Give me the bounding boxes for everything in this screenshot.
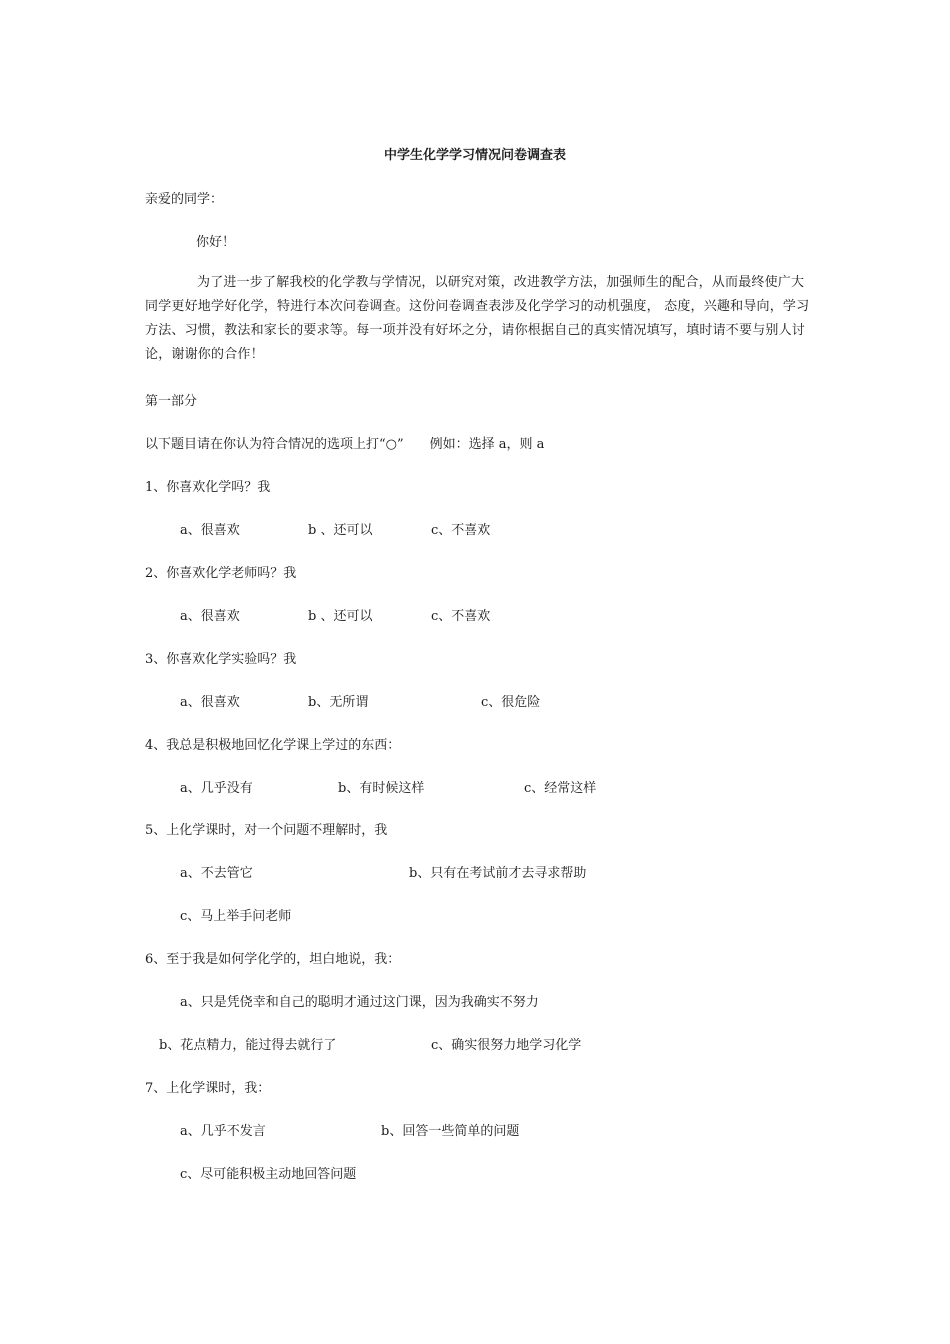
question-7-option-b: b、回答一些简单的问题	[381, 1124, 520, 1139]
question-3-option-c: c、很危险	[481, 695, 541, 710]
question-6-option-c: c、确实很努力地学习化学	[431, 1038, 582, 1053]
instruction-text: 以下题目请在你认为符合情况的选项上打“○” 例如：选择 a，则 a	[145, 437, 545, 452]
question-1-option-b: b 、还可以	[308, 523, 373, 538]
document-title: 中学生化学学习情况问卷调查表	[383, 148, 566, 163]
question-6-option-a: a、只是凭侥幸和自己的聪明才通过这门课，因为我确实不努力	[180, 995, 539, 1010]
question-2-option-c: c、不喜欢	[431, 609, 491, 624]
salutation: 亲爱的同学：	[145, 192, 224, 207]
question-6-option-b: b、花点精力，能过得去就行了	[159, 1038, 337, 1053]
question-5: 5、上化学课时，对一个问题不理解时，我	[145, 823, 388, 838]
question-5-option-b: b、只有在考试前才去寻求帮助	[409, 866, 587, 881]
question-3-option-a: a、很喜欢	[180, 695, 240, 710]
question-1-option-a: a、很喜欢	[180, 523, 240, 538]
question-4-option-b: b、有时候这样	[338, 781, 425, 796]
part-heading: 第一部分	[145, 394, 198, 409]
question-2-option-a: a、很喜欢	[180, 609, 240, 624]
question-4-option-a: a、几乎没有	[180, 781, 253, 796]
intro-paragraph: 为了进一步了解我校的化学教与学情况，以研究对策，改进教学方法，加强师生的配合，从而最终使广大同学更好地学好化学，特进行本次问卷调查。这份问卷调查表涉及化学学习的动机强度， 态度，兴趣和导向，学习方法、习惯，教法和家长的要求等。每一项并没有好坏之分，请你根据自己的真实情况填写，填时请不要与别人讨论，谢谢你的合作！	[145, 275, 810, 362]
question-4-option-c: c、经常这样	[524, 781, 597, 796]
question-7-option-a: a、几乎不发言	[180, 1124, 266, 1139]
question-3: 3、你喜欢化学实验吗？我	[145, 652, 297, 667]
question-5-option-a: a、不去管它	[180, 866, 253, 881]
question-6: 6、至于我是如何学化学的，坦白地说，我：	[145, 952, 401, 967]
question-2: 2、你喜欢化学老师吗？我	[145, 566, 297, 581]
question-3-option-b: b、无所谓	[308, 695, 369, 710]
question-1-option-c: c、不喜欢	[431, 523, 491, 538]
greeting: 你好！	[196, 235, 236, 250]
question-5-option-c: c、马上举手问老师	[180, 909, 292, 924]
question-1: 1、你喜欢化学吗？我	[145, 480, 271, 495]
question-2-option-b: b 、还可以	[308, 609, 373, 624]
question-7: 7、上化学课时，我：	[145, 1081, 271, 1096]
question-4: 4、我总是积极地回忆化学课上学过的东西：	[145, 738, 401, 753]
question-7-option-c: c、尽可能积极主动地回答问题	[180, 1167, 357, 1182]
